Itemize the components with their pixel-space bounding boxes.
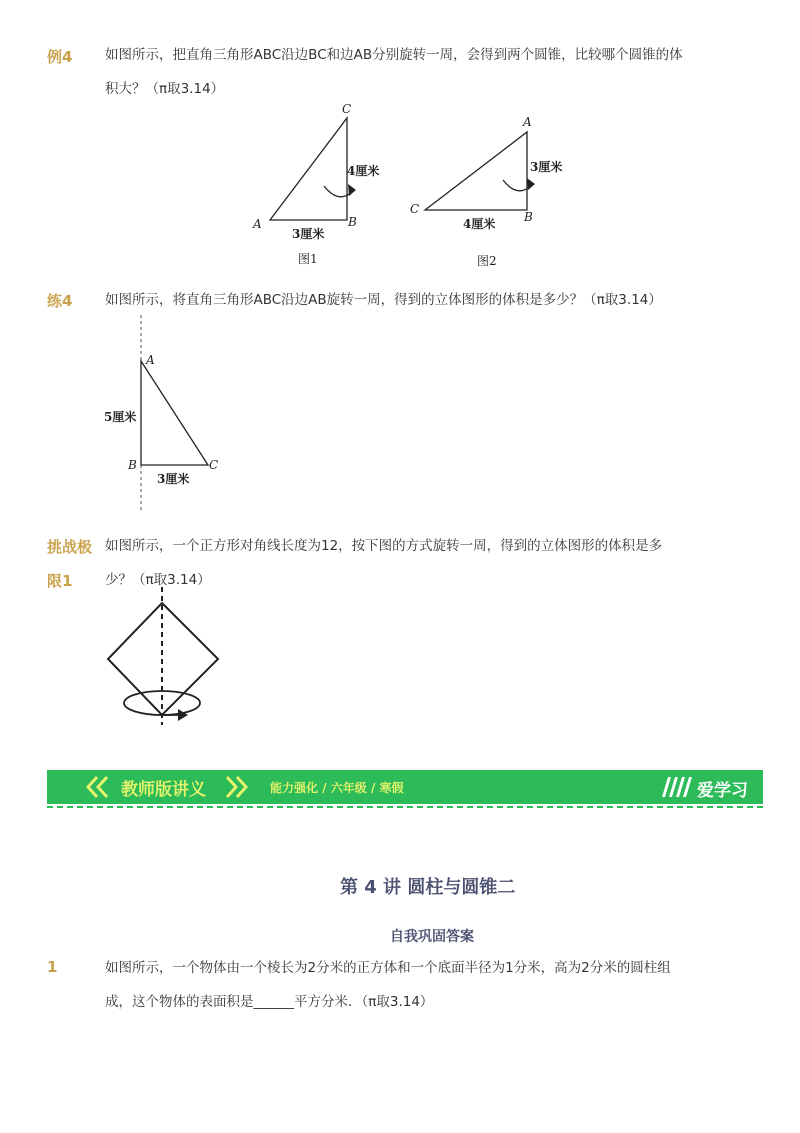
fig1-caption: 图1 [298,252,318,266]
fig2-caption: 图2 [477,254,497,268]
fig2-side-cb-label: 4厘米 [463,217,496,231]
example-label: 例4 [47,48,73,66]
fig2-vertex-c: C [410,202,420,216]
practice-text: 如图所示，将直角三角形ABC沿边AB旋转一周，得到的立体图形的体积是多少？（π取3.14） [105,292,662,308]
fig1-vertex-c: C [342,102,352,116]
practice-label: 练4 [47,292,73,310]
fig2-vertex-b: B [524,210,533,224]
practice-vertex-a: A [146,353,155,367]
banner-breadcrumb: 能力强化 / 六年级 / 寒假 [270,781,404,795]
fig1-side-ab-label: 3厘米 [292,227,325,241]
question-text-line2: 成，这个物体的表面积是______平方分米．（π取3.14） [105,994,434,1010]
header-banner [47,770,763,804]
practice-vertex-b: B [128,458,137,472]
section-subtitle: 自我巩固答案 [390,929,474,945]
double-chevron-left-icon [85,774,111,800]
lecture-title: 第 4 讲 圆柱与圆锥二 [340,877,516,898]
triangle-figure-1 [240,100,400,270]
challenge-text-line2: 少？（π取3.14） [105,572,211,588]
brand-logo-icon [659,775,693,799]
practice-side-ab-label: 5厘米 [104,410,137,424]
banner-dashed-divider [47,806,763,808]
double-chevron-right-icon [223,774,249,800]
fig2-vertex-a: A [523,115,532,129]
fig1-vertex-b: B [348,215,357,229]
banner-title: 教师版讲义 [121,780,206,800]
practice-vertex-c: C [209,458,219,472]
fig2-side-ab-label: 3厘米 [530,160,563,174]
rotated-square-figure [100,585,230,730]
challenge-label-line1: 挑战极 [47,538,93,556]
example-text-line1: 如图所示，把直角三角形ABC沿边BC和边AB分别旋转一周，会得到两个圆锥，比较哪个圆锥的体 [105,47,683,63]
challenge-label-line2: 限1 [47,572,73,590]
question-text-line1: 如图所示，一个物体由一个棱长为2分米的正方体和一个底面半径为1分米，高为2分米的圆柱组 [105,960,671,976]
brand-name: 爱学习 [697,781,748,801]
fig1-side-bc-label: 4厘米 [347,164,380,178]
challenge-text-line1: 如图所示，一个正方形对角线长度为12，按下图的方式旋转一周，得到的立体图形的体积是多 [105,538,663,554]
question-number: 1 [47,958,58,976]
fig1-vertex-a: A [253,217,262,231]
practice-side-bc-label: 3厘米 [157,472,190,486]
example-text-line2: 积大？（π取3.14） [105,81,225,97]
